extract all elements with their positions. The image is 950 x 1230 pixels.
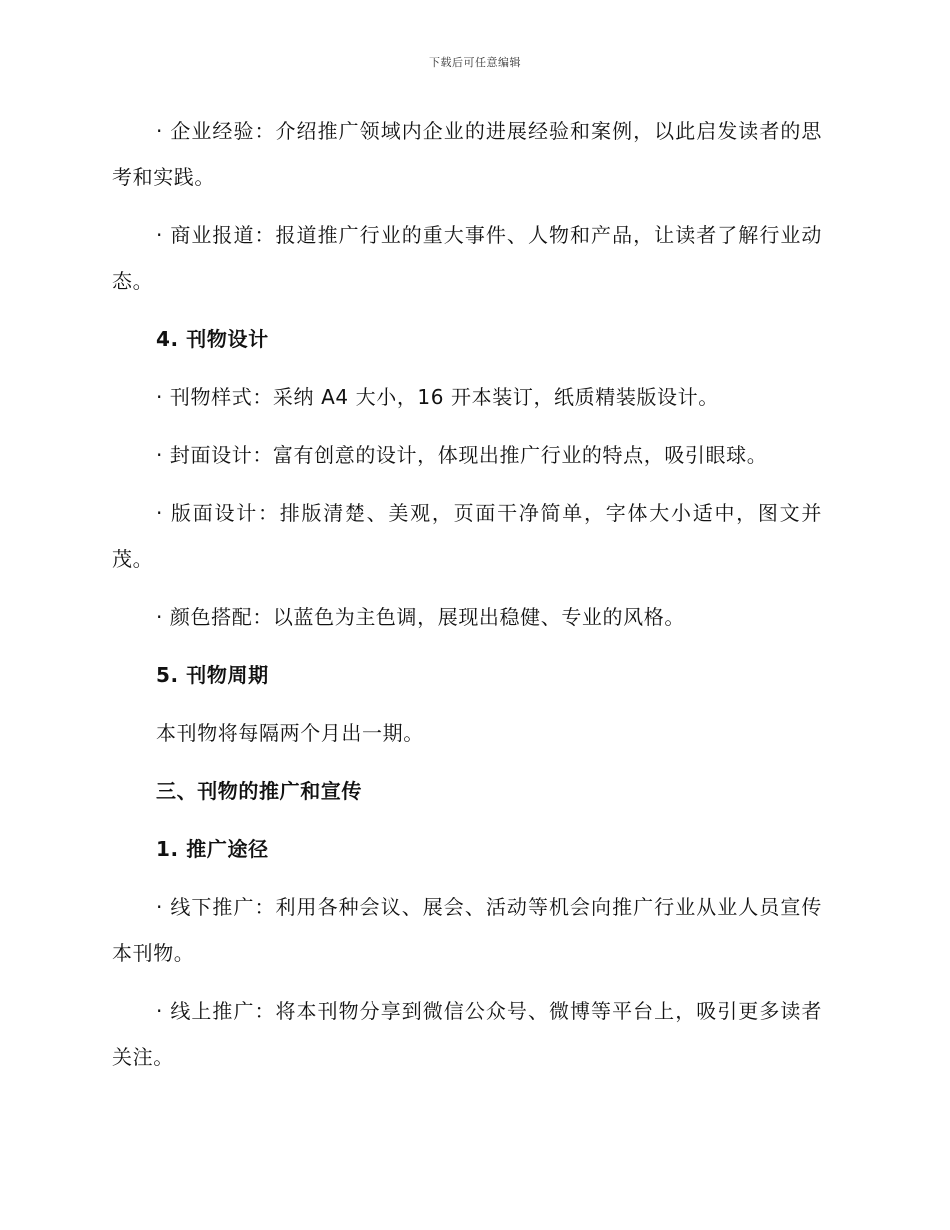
- paragraph-cover-design: · 封面设计：富有创意的设计，体现出推广行业的特点，吸引眼球。: [156, 443, 768, 467]
- heading-publication-design: 4. 刊物设计: [156, 327, 269, 351]
- paragraph-enterprise-experience: · 企业经验：介绍推广领域内企业的进展经验和案例，以此启发读者的思考和实践。: [112, 119, 822, 189]
- heading-promotion-section: 三、刊物的推广和宣传: [156, 779, 362, 803]
- header-note: 下载后可任意编辑: [429, 56, 521, 69]
- heading-promotion-channels: 1. 推广途径: [156, 837, 269, 861]
- paragraph-offline-promotion: · 线下推广：利用各种会议、展会、活动等机会向推广行业从业人员宣传本刊物。: [112, 895, 822, 965]
- paragraph-color-scheme: · 颜色搭配：以蓝色为主色调，展现出稳健、专业的风格。: [156, 605, 685, 629]
- heading-publication-cycle: 5. 刊物周期: [156, 663, 269, 687]
- paragraph-online-promotion: · 线上推广：将本刊物分享到微信公众号、微博等平台上，吸引更多读者关注。: [112, 999, 822, 1069]
- paragraph-layout-design: · 版面设计：排版清楚、美观，页面干净简单，字体大小适中，图文并茂。: [112, 501, 822, 571]
- document-body: [112, 108, 822, 1080]
- paragraph-publication-style: · 刊物样式：采纳 A4 大小，16 开本装订，纸质精装版设计。: [156, 385, 719, 409]
- paragraph-cycle-detail: 本刊物将每隔两个月出一期。: [156, 721, 424, 745]
- paragraph-business-report: · 商业报道：报道推广行业的重大事件、人物和产品，让读者了解行业动态。: [112, 223, 822, 293]
